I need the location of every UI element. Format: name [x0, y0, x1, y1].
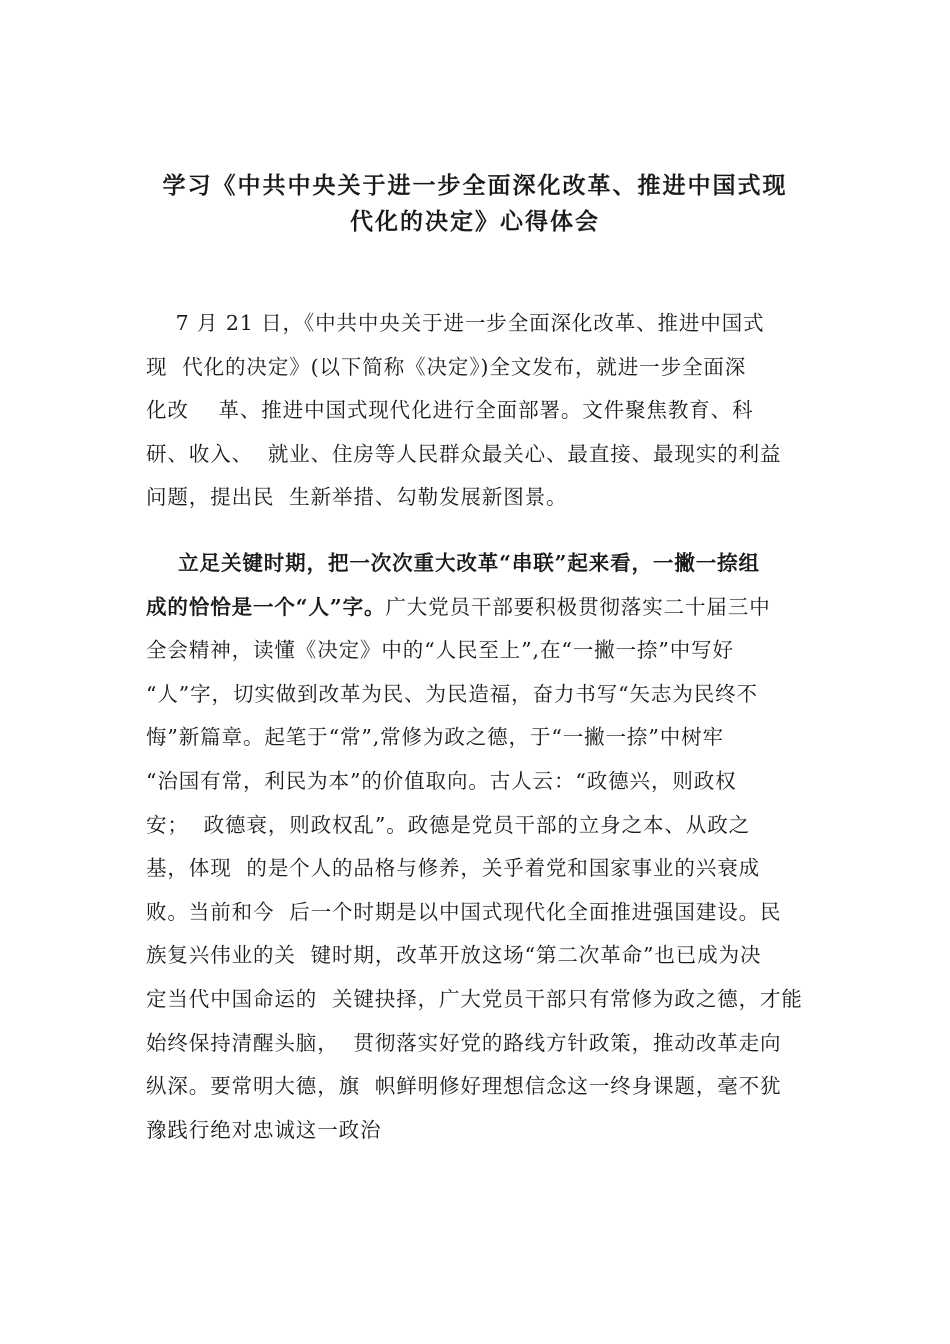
paragraph-2-line-mixed: [146, 586, 818, 630]
title-line-1: 学习《中共中央关于进一步全面深化改革、推进中国式现: [162, 172, 788, 199]
paragraph-2-line: “治国有常，利民为本”的价值取向。古人云：“政德兴，则政权: [146, 768, 737, 793]
paragraph-1-line: 问题，提出民 生新举措、勾勒发展新图景。: [146, 485, 568, 510]
paragraph-1-line: 7 月 21 日，《中共中央关于进一步全面深化改革、推进中国式: [146, 311, 765, 335]
paragraph-2-line: 败。当前和今 后一个时期是以中国式现代化全面推进强国建设。民: [146, 899, 782, 924]
paragraph-2-bold-tail: 成的恰恰是一个“人”字。: [146, 594, 386, 619]
paragraph-2-line-rest: 广大党员干部要积极贯彻落实二十届三中: [385, 594, 771, 619]
paragraph-2-line: 悔”新篇章。起笔于“常”,常修为政之德，于“一撇一捺”中树牢: [146, 725, 724, 750]
paragraph-2-line: 始终保持清醒头脑， 贯彻落实好党的路线方针政策，推动改革走向: [146, 1030, 782, 1055]
document-title: [0, 168, 950, 240]
paragraph-2-line: 全会精神，读懂《决定》中的“人民至上”,在“一撇一捺”中写好: [146, 638, 734, 663]
paragraph-1-line: 化改 革、推进中国式现代化进行全面部署。文件聚焦教育、科: [146, 398, 754, 423]
paragraph-2-line: 安； 政德衰，则政权乱”。政德是党员干部的立身之本、从政之: [146, 812, 751, 837]
paragraph-2-line: 族复兴伟业的关 键时期，改革开放这场“第二次革命”也已成为决: [146, 943, 762, 968]
paragraph-2-bold-lead: 立足关键时期，把一次次重大改革“串联”起来看，一撇一捺组: [146, 551, 760, 575]
paragraph-1-line: 现 代化的决定》(以下简称《决定》)全文发布，就进一步全面深: [146, 354, 747, 379]
paragraph-2: [146, 542, 818, 1152]
paragraph-2-line: 豫践行绝对忠诚这一政治: [146, 1117, 382, 1142]
paragraph-2-line: “人”字，切实做到改革为民、为民造福，奋力书写“矢志为民终不: [146, 681, 758, 706]
paragraph-2-line: 定当代中国命运的 关键抉择，广大党员干部只有常修为政之德，才能: [146, 986, 803, 1011]
paragraph-2-line: 基，体现 的是个人的品格与修养，关乎着党和国家事业的兴衰成: [146, 856, 761, 881]
title-line-2: 代化的决定》心得体会: [350, 208, 600, 235]
paragraph-2-line: 纵深。要常明大德，旗 帜鲜明修好理想信念这一终身课题，毫不犹: [146, 1074, 782, 1099]
paragraph-1-line: 研、收入、 就业、住房等人民群众最关心、最直接、最现实的利益: [146, 441, 782, 466]
paragraph-1: [146, 302, 818, 520]
